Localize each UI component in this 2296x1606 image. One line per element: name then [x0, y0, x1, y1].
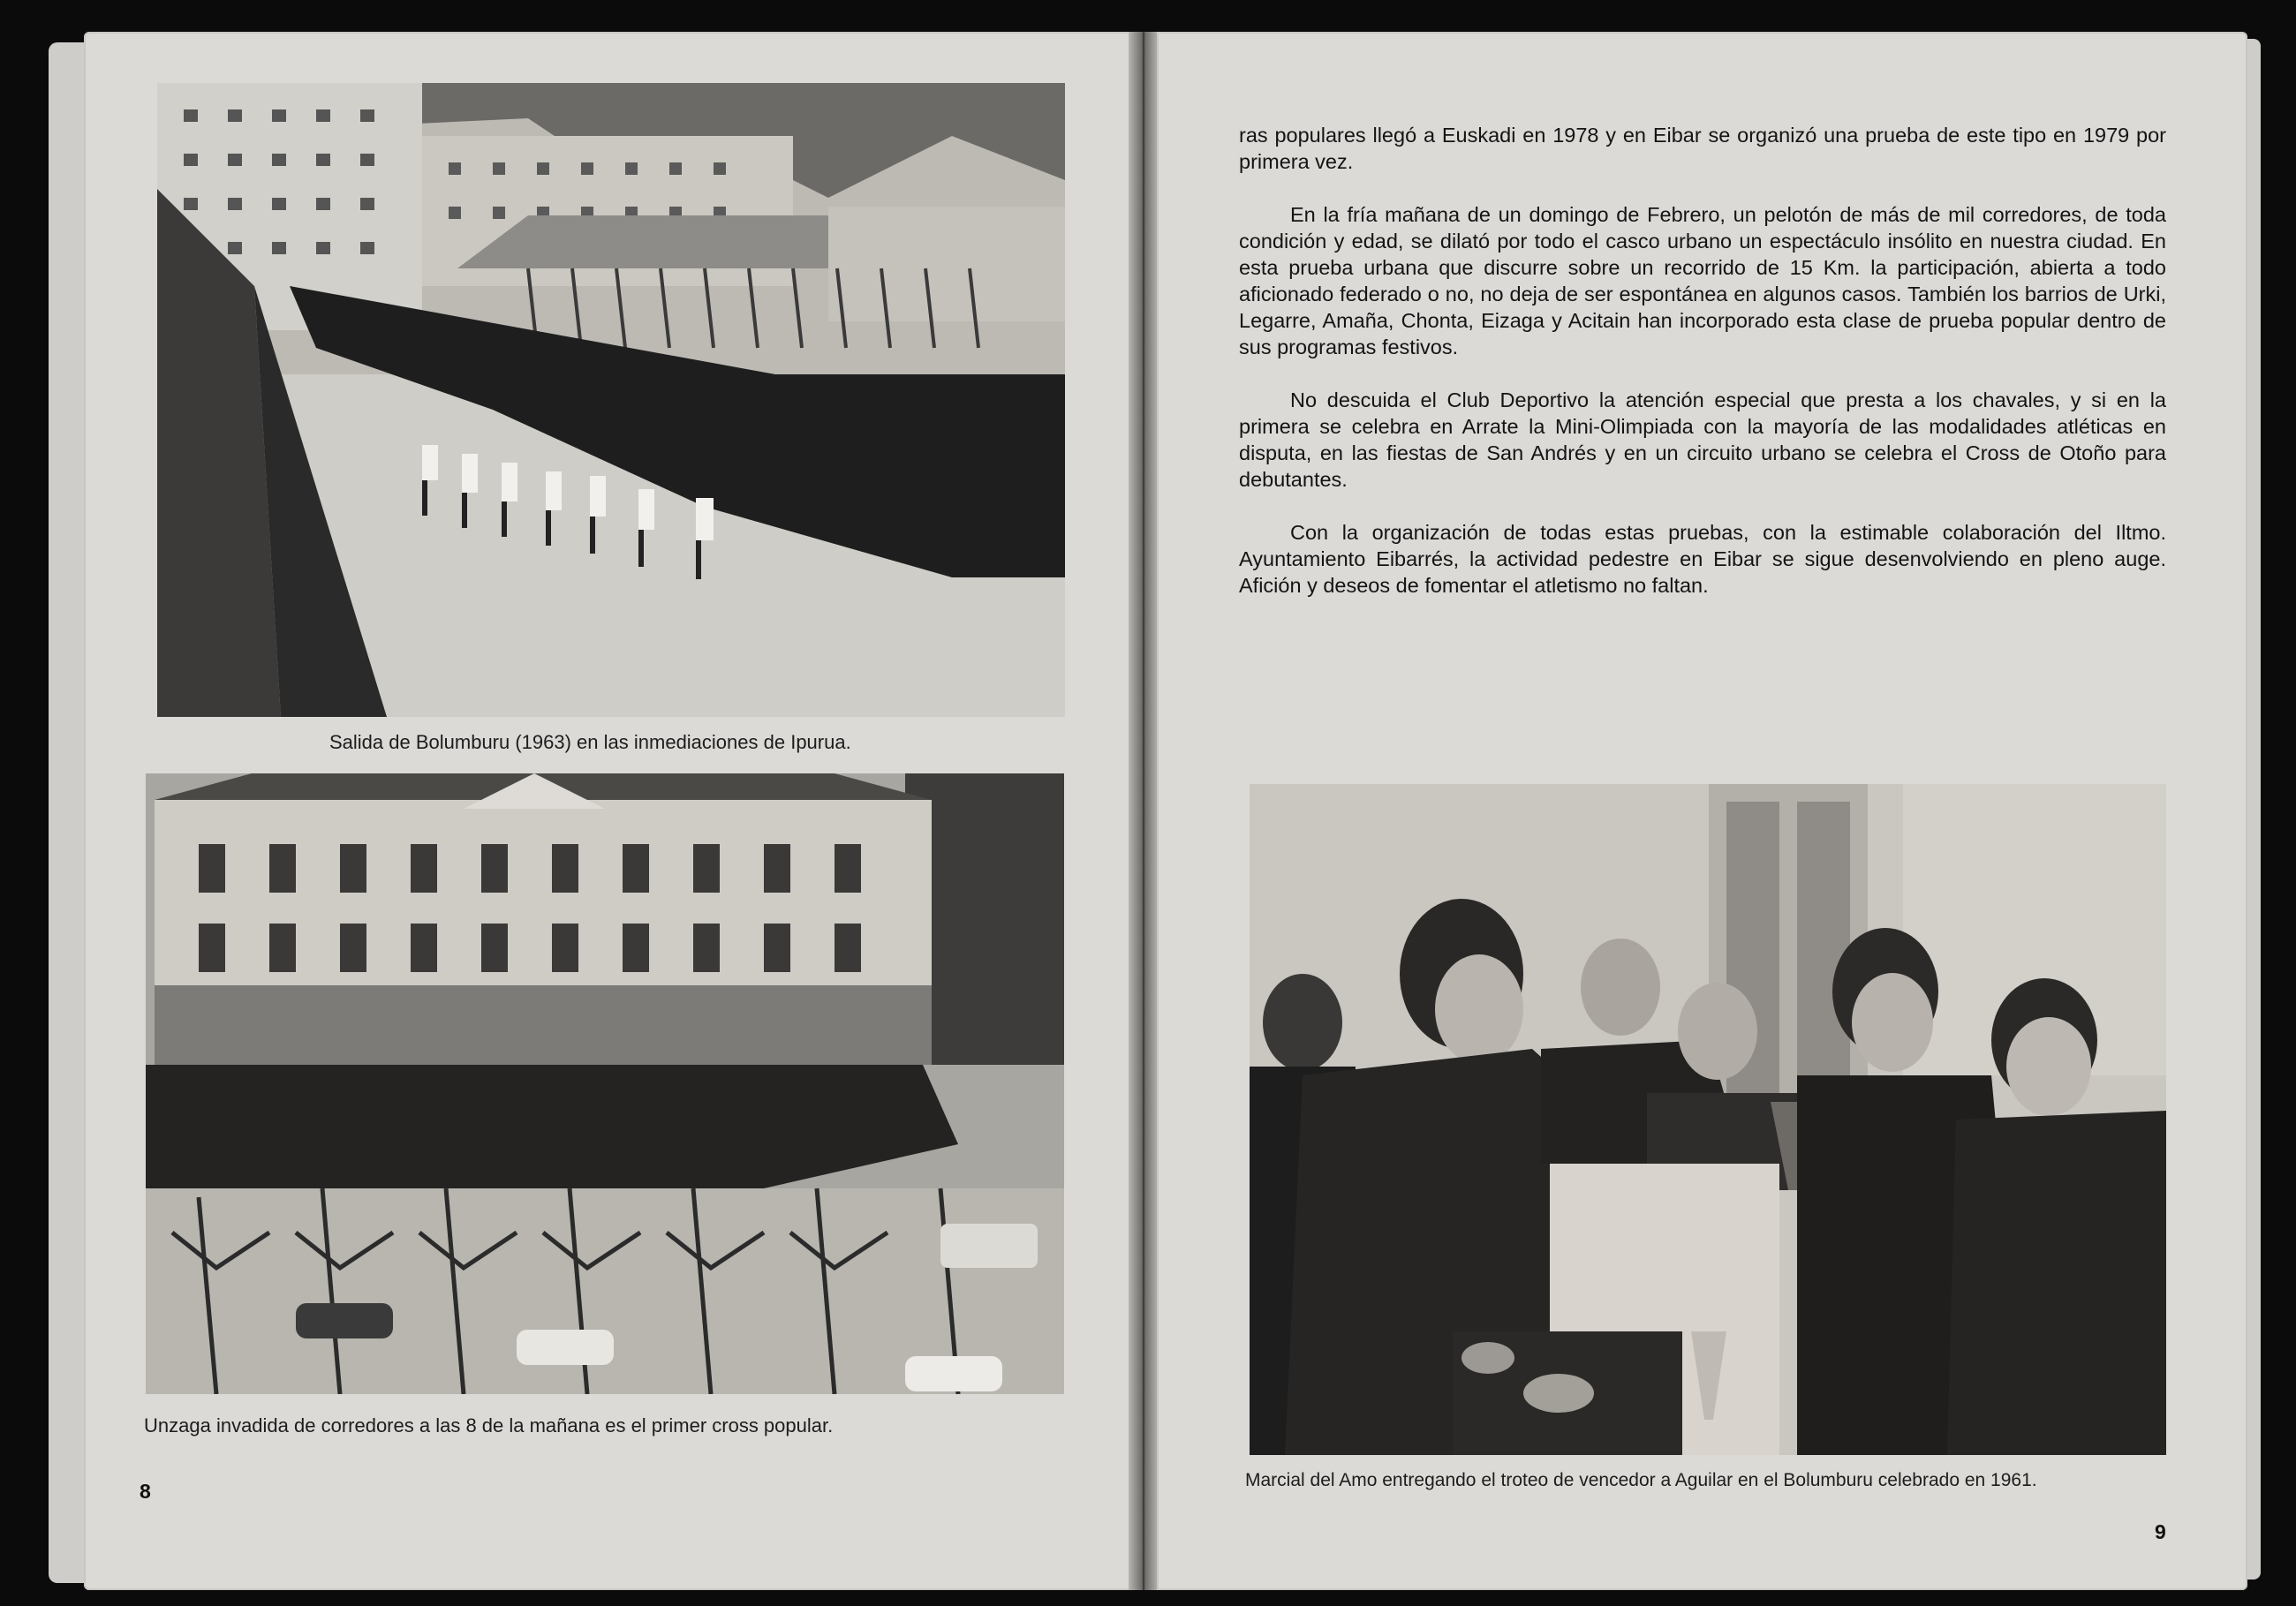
photo-caption: Salida de Bolumburu (1963) en las inmediaciones de Ipurua. [329, 731, 851, 753]
square-crowd-photo [146, 773, 1064, 1394]
body-text [1239, 122, 2166, 625]
page-edge [49, 42, 88, 1583]
paragraph: Con la organización de todas estas pruebas, con la estimable colaboración del Iltmo. Ayuntamiento Eibarrés, la actividad pedestre en Eibar se sigue desenvolviendo en pleno auge. Afición y deseos de fomentar el atletismo no faltan. [1239, 521, 2166, 597]
page-number: 8 [140, 1480, 151, 1503]
page-number: 9 [2155, 1520, 2166, 1543]
paragraph: En la fría mañana de un domingo de Febrero, un pelotón de más de mil corredores, de toda condición y edad, se dilató por todo el casco urbano un espectáculo insólito en nuestra ciudad. En esta prueba urbana que discurre sobre un recorrido de 15 Km. la participación, abierta a todo aficionado federado o no, no deja de ser espontánea en algunos casos. También los barrios de Urki, Legarre, Amaña, Chonta, Eizaga y Acitain han incorporado esta clase de prueba popular dentro de sus programas festivos. [1239, 203, 2166, 358]
paragraph: ras populares llegó a Euskadi en 1978 y en Eibar se organizó una prueba de este tipo en 1979 por primera vez. [1239, 124, 2166, 173]
photo-caption: Unzaga invadida de corredores a las 8 de la mañana es el primer cross popular. [144, 1414, 834, 1436]
photo-caption: Marcial del Amo entregando el troteo de vencedor a Aguilar en el Bolumburu celebrado en 1961. [1245, 1470, 2037, 1490]
paragraph: No descuida el Club Deportivo la atención especial que presta a los chavales, y si en la primera se celebra en Arrate la Mini-Olimpiada con la mayoría de las modalidades atléticas en disputa, en las fiestas de San Andrés y en un circuito urbano se celebra el Cross de Otoño para debutantes. [1239, 388, 2166, 491]
trophy-ceremony-photo [1250, 784, 2166, 1455]
race-start-photo [157, 83, 1065, 717]
book-gutter [1129, 32, 1159, 1590]
